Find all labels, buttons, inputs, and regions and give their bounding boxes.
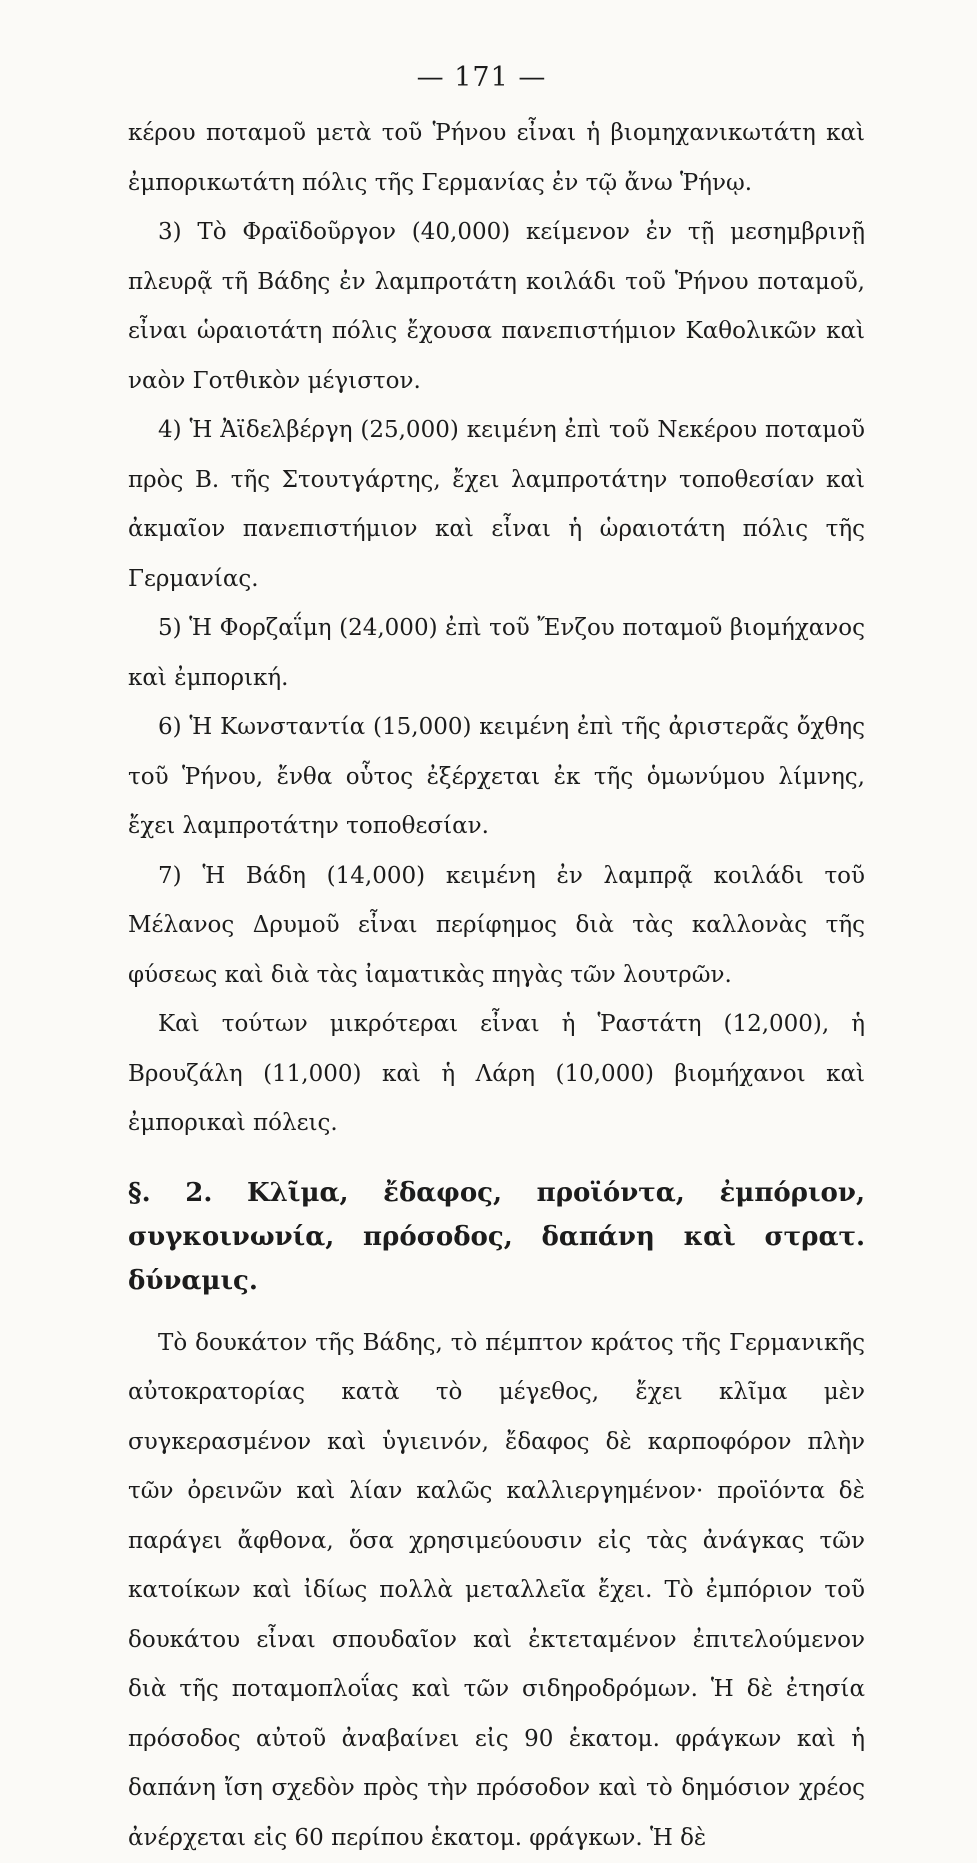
body-text bbox=[128, 109, 865, 1863]
paragraph-konstanz: 6) Ἡ Κωνσταντία (15,000) κειμένη ἐπὶ τῆς ἀριστερᾶς ὄχθης τοῦ Ῥήνου, ἔνθα οὗτος ἐξέρχεται ἐκ τῆς ὁμωνύμου λίμνης, ἔχει λαμπροτάτην τοποθεσίαν. bbox=[128, 703, 865, 852]
paragraph-heidelberg: 4) Ἡ Ἀϊδελβέργη (25,000) κειμένη ἐπὶ τοῦ Νεκέρου ποταμοῦ πρὸς Β. τῆς Στουτγάρτης, ἔχει λαμπροτάτην τοποθεσίαν καὶ ἀκμαῖον πανεπιστήμιον καὶ εἶναι ἡ ὡραιοτάτη πόλις τῆς Γερμανίας. bbox=[128, 406, 865, 604]
section-heading: §. 2. Κλῖμα, ἔδαφος, προϊόντα, ἐμπόριον, συγκοινωνία, πρόσοδος, δαπάνη καὶ στρατ. δύναμις. bbox=[128, 1171, 865, 1303]
paragraph-duchy-overview: Τὸ δουκάτον τῆς Βάδης, τὸ πέμπτον κράτος τῆς Γερμανικῆς αὐτοκρατορίας κατὰ τὸ μέγεθος, ἔχει κλῖμα μὲν συγκερασμένον καὶ ὑγιεινόν, ἔδαφος δὲ καρποφόρον πλὴν τῶν ὀρεινῶν καὶ λίαν καλῶς καλλιεργημένον· προϊόντα δὲ παράγει ἄφθονα, ὅσα χρησιμεύουσιν εἰς τὰς ἀνάγκας τῶν κατοίκων καὶ ἰδίως πολλὰ μεταλλεῖα ἔχει. Τὸ ἐμπόριον τοῦ δουκάτου εἶναι σπουδαῖον καὶ ἐκτεταμένον ἐπιτελούμενον διὰ τῆς ποταμοπλοΐας καὶ τῶν σιδηροδρόμων. Ἡ δὲ ἐτησία πρόσοδος αὐτοῦ ἀναβαίνει εἰς 90 ἑκατομ. φράγκων καὶ ἡ δαπάνη ἴση σχεδὸν πρὸς τὴν πρόσοδον καὶ τὸ δημόσιον χρέος ἀνέρχεται εἰς 60 περίπου ἑκατομ. φράγκων. Ἡ δὲ bbox=[128, 1319, 865, 1863]
paragraph-baden: 7) Ἡ Βάδη (14,000) κειμένη ἐν λαμπρᾷ κοιλάδι τοῦ Μέλανος Δρυμοῦ εἶναι περίφημος διὰ τὰς καλλονὰς τῆς φύσεως καὶ διὰ τὰς ἰαματικὰς πηγὰς τῶν λουτρῶν. bbox=[128, 852, 865, 1001]
paragraph-freiburg: 3) Τὸ Φραϊδοῦργον (40,000) κείμενον ἐν τῇ μεσημβρινῇ πλευρᾷ τῆ Βάδης ἐν λαμπροτάτη κοιλάδι τοῦ Ῥήνου ποταμοῦ, εἶναι ὡραιοτάτη πόλις ἔχουσα πανεπιστήμιον Καθολικῶν καὶ ναὸν Γοτθικὸν μέγιστον. bbox=[128, 208, 865, 406]
paragraph-pforzheim: 5) Ἡ Φορζαΐμη (24,000) ἐπὶ τοῦ Ἔνζου ποταμοῦ βιομήχανος καὶ ἐμπορική. bbox=[128, 604, 865, 703]
page-number: — 171 — bbox=[128, 62, 865, 93]
paragraph-smaller-cities: Καὶ τούτων μικρότεραι εἶναι ἡ Ῥαστάτη (12,000), ἡ Βρουζάλη (11,000) καὶ ἡ Λάρη (10,000) βιομήχανοι καὶ ἐμπορικαὶ πόλεις. bbox=[128, 1000, 865, 1149]
paragraph-continuation: κέρου ποταμοῦ μετὰ τοῦ Ῥήνου εἶναι ἡ βιομηχανικωτάτη καὶ ἐμπορικωτάτη πόλις τῆς Γερμανίας ἐν τῷ ἄνω Ῥήνῳ. bbox=[128, 109, 865, 208]
